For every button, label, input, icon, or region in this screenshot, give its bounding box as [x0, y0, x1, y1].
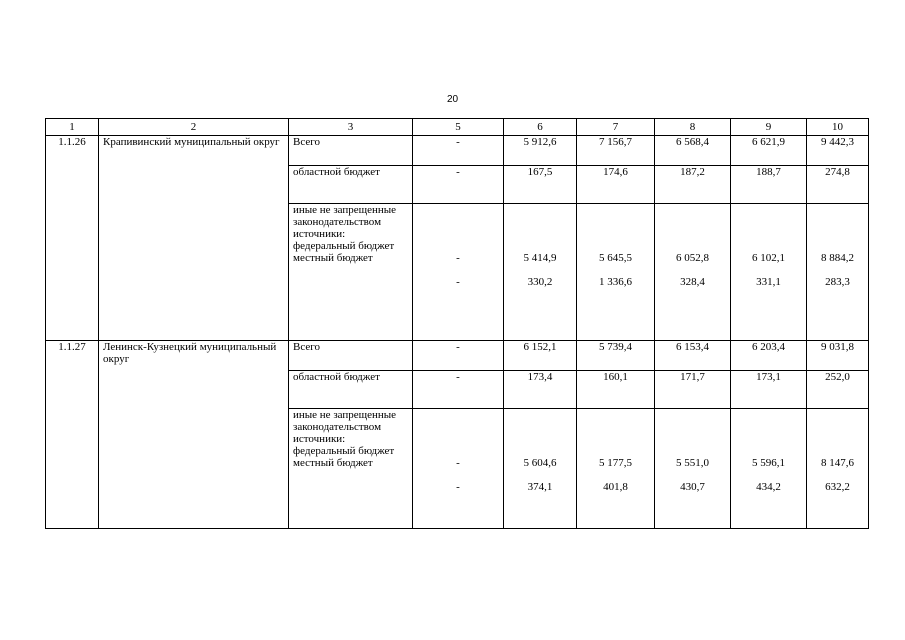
- other-sources-cell: [289, 409, 413, 529]
- federal-value: 5 414,9: [523, 252, 557, 264]
- federal-value: 6 102,1: [752, 252, 785, 264]
- cell-col6: 6 152,1: [504, 341, 577, 371]
- federal-value: 6 052,8: [676, 252, 709, 264]
- cell-col6: 167,5: [504, 166, 577, 204]
- local-value: -: [456, 276, 460, 288]
- cell-col6: 173,4: [504, 371, 577, 409]
- cell-col5: -: [413, 136, 504, 166]
- funding-label: областной бюджет: [289, 166, 413, 204]
- local-value: 374,1: [527, 481, 553, 493]
- local-value: 632,2: [825, 481, 850, 493]
- cell-col8: 171,7: [655, 371, 731, 409]
- federal-budget-label: федеральный бюджет: [293, 240, 395, 252]
- other-sources-cell: [289, 204, 413, 341]
- federal-value: 8 147,6: [821, 457, 854, 469]
- page-number: 20: [446, 94, 459, 105]
- federal-value: 5 177,5: [599, 457, 632, 469]
- local-budget-label: местный бюджет: [293, 252, 373, 264]
- cell-col8: [655, 204, 731, 341]
- cell-col9: 6 621,9: [731, 136, 807, 166]
- cell-col9: 173,1: [731, 371, 807, 409]
- column-header: 1: [46, 119, 99, 136]
- cell-col10: 252,0: [807, 371, 869, 409]
- federal-value: 5 551,0: [676, 457, 709, 469]
- local-value: 328,4: [680, 276, 705, 288]
- header-row: [46, 119, 869, 136]
- federal-value: 5 596,1: [752, 457, 785, 469]
- cell-col8: [655, 409, 731, 529]
- cell-col7: 7 156,7: [577, 136, 655, 166]
- cell-col7: [577, 409, 655, 529]
- cell-col7: 5 739,4: [577, 341, 655, 371]
- column-header: 7: [577, 119, 655, 136]
- local-value: 434,2: [756, 481, 781, 493]
- funding-label: Всего: [289, 341, 413, 371]
- budget-table: [45, 118, 869, 529]
- cell-col9: [731, 204, 807, 341]
- column-header: 3: [289, 119, 413, 136]
- federal-value: 5 645,5: [599, 252, 632, 264]
- municipality-name: Крапивинский муниципальный округ: [99, 136, 289, 341]
- federal-value: 8 884,2: [821, 252, 854, 264]
- column-header: 2: [99, 119, 289, 136]
- cell-col10: [807, 409, 869, 529]
- federal-value: -: [456, 252, 460, 264]
- table-row: [46, 136, 869, 166]
- cell-col7: [577, 204, 655, 341]
- cell-col9: 188,7: [731, 166, 807, 204]
- cell-col9: [731, 409, 807, 529]
- column-header: 9: [731, 119, 807, 136]
- cell-col10: 9 442,3: [807, 136, 869, 166]
- municipality-name: Ленинск-Кузнецкий муниципальный округ: [99, 341, 289, 529]
- cell-col8: 187,2: [655, 166, 731, 204]
- cell-col8: 6 568,4: [655, 136, 731, 166]
- column-header: 8: [655, 119, 731, 136]
- column-header: 6: [504, 119, 577, 136]
- row-code: 1.1.27: [46, 341, 99, 529]
- column-header: 10: [807, 119, 869, 136]
- federal-budget-label: федеральный бюджет: [293, 445, 395, 457]
- cell-col5: [413, 204, 504, 341]
- funding-label: областной бюджет: [289, 371, 413, 409]
- cell-col5: -: [413, 166, 504, 204]
- cell-col8: 6 153,4: [655, 341, 731, 371]
- local-budget-label: местный бюджет: [293, 457, 373, 469]
- cell-col5: [413, 409, 504, 529]
- other-sources-heading: иные не запрещенные законодательством источники:: [293, 204, 397, 240]
- cell-col6: [504, 409, 577, 529]
- other-sources-heading: иные не запрещенные законодательством источники:: [293, 409, 397, 445]
- cell-col6: [504, 204, 577, 341]
- cell-col9: 6 203,4: [731, 341, 807, 371]
- table-row: [46, 341, 869, 371]
- cell-col5: -: [413, 341, 504, 371]
- local-value: 283,3: [825, 276, 850, 288]
- local-value: 1 336,6: [599, 276, 632, 288]
- local-value: 331,1: [756, 276, 781, 288]
- cell-col6: 5 912,6: [504, 136, 577, 166]
- cell-col10: 274,8: [807, 166, 869, 204]
- cell-col5: -: [413, 371, 504, 409]
- row-code: 1.1.26: [46, 136, 99, 341]
- cell-col7: 160,1: [577, 371, 655, 409]
- local-value: 430,7: [680, 481, 705, 493]
- local-value: 330,2: [527, 276, 553, 288]
- cell-col10: [807, 204, 869, 341]
- local-value: 401,8: [603, 481, 628, 493]
- cell-col7: 174,6: [577, 166, 655, 204]
- local-value: -: [456, 481, 460, 493]
- funding-label: Всего: [289, 136, 413, 166]
- column-header: 5: [413, 119, 504, 136]
- federal-value: -: [456, 457, 460, 469]
- federal-value: 5 604,6: [523, 457, 557, 469]
- cell-col10: 9 031,8: [807, 341, 869, 371]
